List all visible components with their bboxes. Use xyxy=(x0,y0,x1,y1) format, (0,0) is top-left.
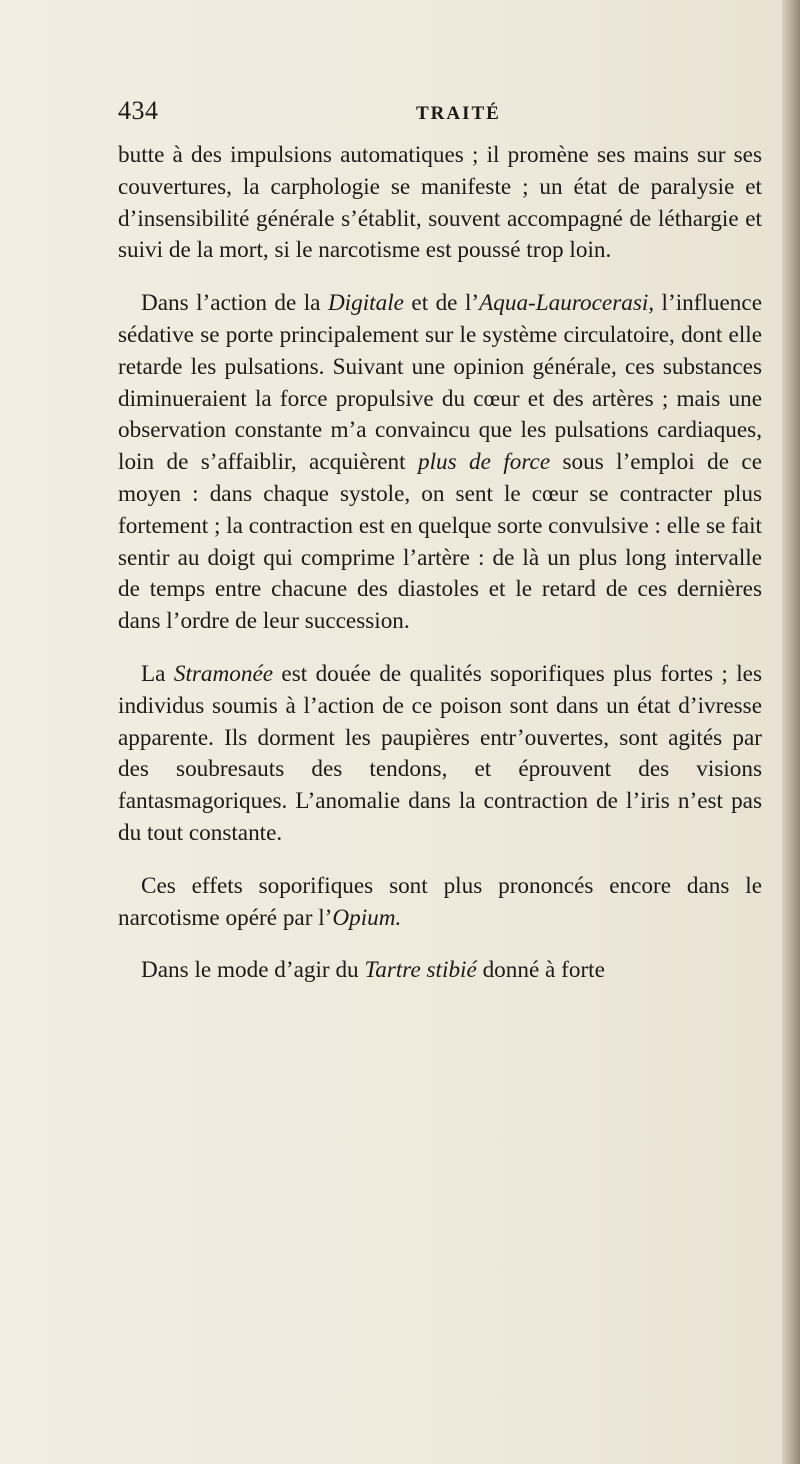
body-text xyxy=(118,140,762,987)
term-tartre-stibie: Tartre stibié xyxy=(364,957,477,984)
paragraph-3 xyxy=(118,659,762,850)
paragraph-2-text-a: Dans l’action de la xyxy=(141,290,328,317)
running-head: TRAITÉ xyxy=(416,103,501,124)
paragraph-5 xyxy=(118,955,762,987)
term-stramonee: Stramonée xyxy=(173,660,274,687)
paragraph-5-text-c: donné à forte xyxy=(476,957,605,984)
page-header xyxy=(118,96,758,132)
paragraph-4-text-a: Ces effets soporifiques sont plus prononcés encore dans le narcotisme opéré par l’ xyxy=(118,872,762,931)
paragraph-5-text-a: Dans le mode d’agir du xyxy=(141,957,365,984)
paragraph-4 xyxy=(118,871,762,935)
paragraph-2-text-e: l’influence sédative se porte principalement sur le système circulatoire, dont elle retarde les pulsations. Suivant une opinion générale, ces substances diminueraient la force propulsive du cœur et des artères ; mais une observation constante m’a convaincu que les pulsations cardiaques, loin de s’affaiblir, acquièrent xyxy=(118,290,762,476)
term-aqua-laurocerasi: Aqua-Laurocerasi, xyxy=(479,290,655,317)
paragraph-2-text-c: et de l’ xyxy=(403,290,480,317)
paragraph-2 xyxy=(118,288,762,638)
paragraph-3-text-a: La xyxy=(141,660,174,687)
paragraph-1-text: butte à des impulsions automatiques ; il promène ses mains sur ses couvertures, la carphologie se manifeste ; un état de paralysie et d’insensibilité générale s’établit, souvent accompagné de léthargie et suivi de la mort, si le narcotisme est poussé trop loin. xyxy=(118,142,762,264)
paragraph-2-text-g: sous l’emploi de ce moyen : dans chaque systole, on sent le cœur se contracter plus fortement ; la contraction est en quelque sorte convulsive : elle se fait sentir au doigt qui comprime l’artère : de là un plus long intervalle de temps entre chacune des diastoles et le retard de ces dernières dans l’ordre de leur succession. xyxy=(118,449,762,635)
page-edge xyxy=(782,0,800,1464)
term-opium: Opium. xyxy=(332,904,402,931)
term-digitale: Digitale xyxy=(327,290,404,317)
page-number: 434 xyxy=(118,96,159,125)
paragraph-1 xyxy=(118,140,762,267)
paragraph-3-text-c: est douée de qualités soporifiques plus fortes ; les individus soumis à l’action de ce poison sont dans un état d’ivresse apparente. Ils dorment les paupières entr’ouvertes, sont agités par des soubresauts des tendons, et éprouvent des visions fantasmagoriques. L’anomalie dans la contraction de l’iris n’est pas du tout constante. xyxy=(118,660,762,846)
term-plus-de-force: plus de force xyxy=(417,449,551,476)
